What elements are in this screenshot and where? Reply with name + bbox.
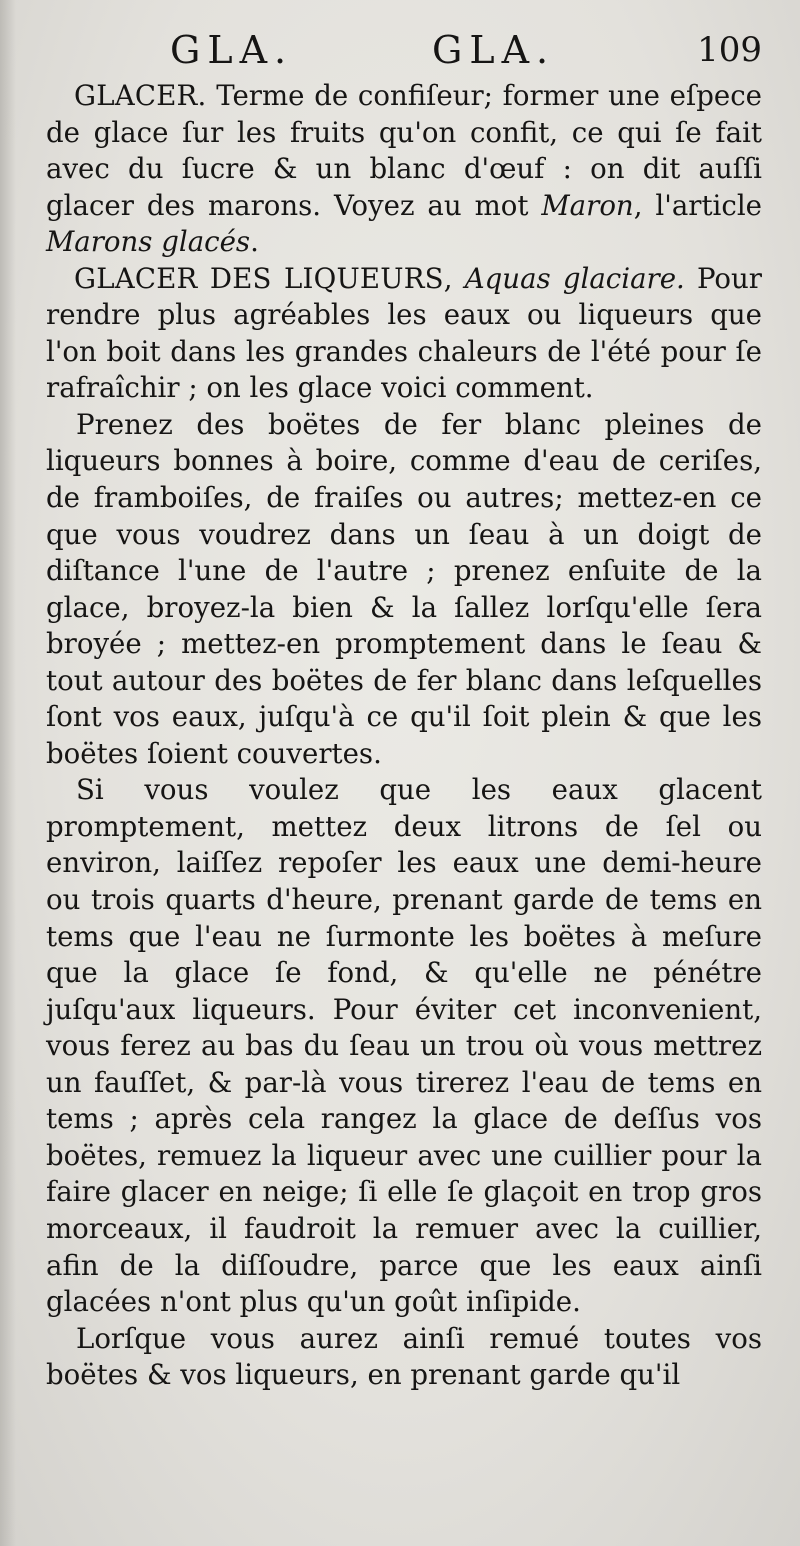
entry-glacer-des-liqueurs — [46, 261, 762, 407]
paragraph: Si vous voulez que les eaux glacent promptement, mettez deux litrons de ſel ou environ, laiſſez repoſer les eaux une demi-heure ou trois quarts d'heure, prenant garde de tems en tems que l'eau ne ſurmonte les boëtes à meſure que la glace ſe fond, & qu'elle ne pénétre juſqu'aux liqueurs. Pour éviter cet inconvenient, vous ferez au bas du ſeau un trou où vous mettrez un fauſſet, & par-là vous tirerez l'eau de tems en tems ; après cela rangez la glace de deſſus vos boëtes, remuez la liqueur avec une cuillier pour la faire glacer en neige; ſi elle ſe glaçoit en trop gros morceaux, il faudroit la remuer avec la cuillier, afin de la diſſoudre, parce que les eaux ainſi glacées n'ont plus qu'un goût inſipide. — [46, 773, 762, 1319]
entry-text: . — [250, 225, 259, 259]
page-number: 109 — [697, 30, 762, 70]
entry-glacer — [46, 78, 762, 261]
headword: GLACER. — [74, 79, 207, 112]
cross-reference: Marons glacés — [46, 225, 251, 259]
entry-text: Pour rendre plus agréables les eaux ou liqueurs que l'on boit dans les grandes chaleurs de l'été pour ſe rafraîchir ; on les glace voici comment. — [46, 261, 762, 405]
headword: GLACER DES LIQUEURS — [74, 261, 444, 295]
entry-text: Terme de confiſeur; former une eſpece de glace ſur les fruits qu'on confit, ce qui ſe fait avec du ſucre & un blanc d'œuf : on dit auſſi glacer des marons. Voyez au mot — [46, 79, 762, 222]
paragraph: Lorſque vous aurez ainſi remué toutes vos boëtes & vos liqueurs, en prenant garde qu'il — [46, 1321, 762, 1392]
header-left: GLA. — [170, 28, 294, 72]
paragraph: Prenez des boëtes de fer blanc pleines de liqueurs bonnes à boire, comme d'eau de ceriſes, de framboiſes, de fraiſes ou autres; mettez-en ce que vous voudrez dans un ſeau à un doigt de diſtance l'une de l'autre ; prenez enſuite de la glace, broyez-la bien & la ſallez lorſqu'elle ſera broyée ; mettez-en promptement dans le ſeau & tout autour des boëtes de fer blanc dans leſquelles ſont vos eaux, juſqu'à ce qu'il ſoit plein & que les boëtes ſoient couvertes. — [46, 407, 762, 770]
entry-text: , — [443, 261, 465, 295]
entry-text: , l'article — [633, 188, 762, 222]
cross-reference: Maron — [541, 188, 634, 222]
header-right: GLA. — [432, 28, 556, 72]
page-body — [46, 78, 762, 1394]
latin-term: Aquas glaciare. — [464, 261, 685, 295]
